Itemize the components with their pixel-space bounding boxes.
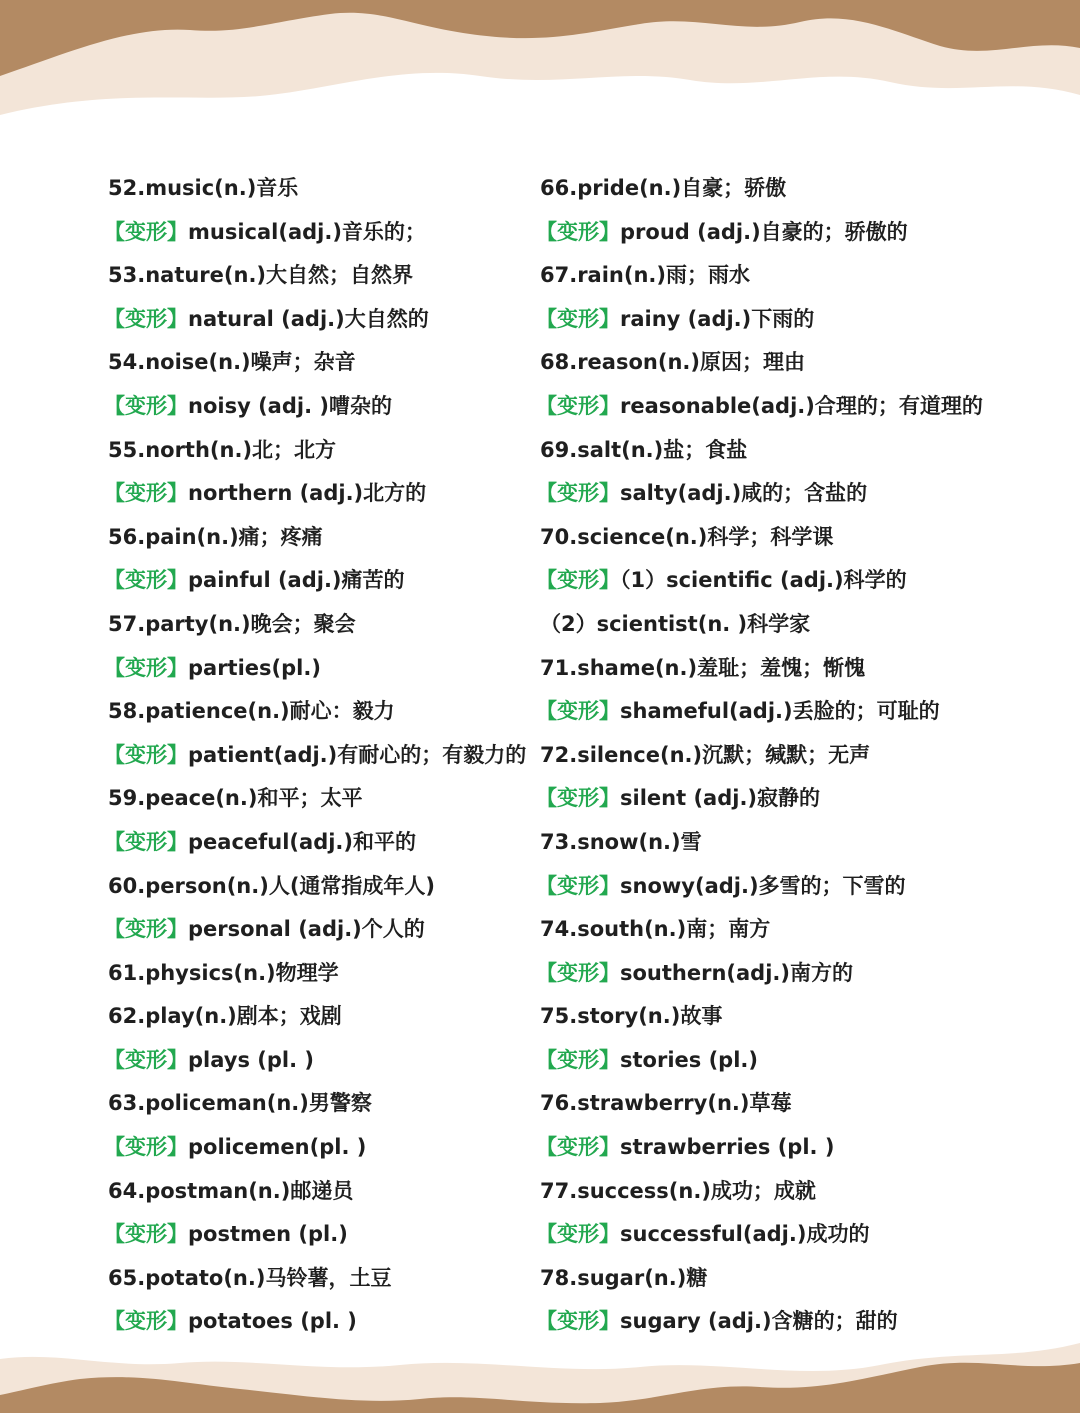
word-entry: 72.silence(n.)沉默；缄默；无声 [540,742,871,767]
form-tag: 【变形】 [104,568,188,593]
form-tag: 【变形】 [104,481,188,506]
form-tag: 【变形】 [536,1047,620,1072]
word-form-entry [536,693,1040,737]
word-entry: 75.story(n.)故事 [540,1004,723,1029]
form-tag: 【变形】 [104,655,188,680]
word-form-entry [536,388,1040,432]
form-text: parties(pl.) [188,655,321,680]
word-form-entry [104,1129,548,1173]
word-entry: 60.person(n.)人(通常指成年人) [108,873,436,898]
form-tag: 【变形】 [536,568,620,593]
word-entry: 71.shame(n.)羞耻；羞愧；惭愧 [540,655,866,680]
form-text: musical(adj.)音乐的； [188,219,426,244]
word-entry: 54.noise(n.)噪声；杂音 [108,350,356,375]
word-entry: 62.play(n.)剧本；戏剧 [108,1004,342,1029]
word-form-entry [536,1303,1040,1347]
form-text: proud (adj.)自豪的；骄傲的 [620,219,908,244]
word-form-entry [536,780,1040,824]
word-form-entry [536,1129,1040,1173]
form-text: salty(adj.)咸的；含盐的 [620,481,868,506]
form-tag: 【变形】 [536,219,620,244]
form-text: reasonable(adj.)合理的；有道理的 [620,393,983,418]
form-tag: 【变形】 [536,481,620,506]
form-tag: 【变形】 [536,306,620,331]
form-tag: 【变形】 [104,1222,188,1247]
word-entry: 61.physics(n.)物理学 [108,960,339,985]
form-text: potatoes (pl. ) [188,1309,357,1334]
word-form-entry [536,955,1040,999]
word-entry: 64.postman(n.)邮递员 [108,1178,354,1203]
word-form-entry [536,1042,1040,1086]
word-form-entry [536,475,1040,519]
word-entry: 68.reason(n.)原因；理由 [540,350,805,375]
top-wave-decoration [0,0,1080,130]
form-tag: 【变形】 [536,1135,620,1160]
form-text: personal (adj.)个人的 [188,917,425,942]
form-text: snowy(adj.)多雪的；下雪的 [620,873,906,898]
form-text: postmen (pl.) [188,1222,348,1247]
word-form-entry [104,475,548,519]
form-tag: 【变形】 [536,786,620,811]
right-column [536,170,1040,1347]
form-text: plays (pl. ) [188,1047,314,1072]
form-tag: 【变形】 [104,306,188,331]
form-tag: 【变形】 [536,393,620,418]
word-form-entry [104,1216,548,1260]
word-entry: 66.pride(n.)自豪；骄傲 [540,176,787,200]
word-form-entry [536,562,1040,606]
word-entry: 59.peace(n.)和平；太平 [108,786,363,811]
word-entry: 56.pain(n.)痛；疼痛 [108,524,323,549]
word-entry: 77.success(n.)成功；成就 [540,1178,816,1203]
form-text: policemen(pl. ) [188,1135,367,1160]
form-text: strawberries (pl. ) [620,1135,835,1160]
form-tag: 【变形】 [536,960,620,985]
word-entry: 57.party(n.)晚会；聚会 [108,611,356,636]
word-entry: 74.south(n.)南；南方 [540,917,771,942]
left-column [104,170,548,1347]
form-text: silent (adj.)寂静的 [620,786,821,811]
word-form-entry [104,911,548,955]
word-entry: 65.potato(n.)马铃薯，土豆 [108,1265,392,1290]
form-tag: 【变形】 [536,873,620,898]
form-text: natural (adj.)大自然的 [188,306,429,331]
form-tag: 【变形】 [536,699,620,724]
word-entry: （2）scientist(n. )科学家 [540,611,811,636]
form-tag: 【变形】 [104,829,188,854]
form-text: painful (adj.)痛苦的 [188,568,405,593]
word-form-entry [104,1303,548,1347]
word-entry: 76.strawberry(n.)草莓 [540,1091,792,1116]
form-tag: 【变形】 [104,1047,188,1072]
word-form-entry [104,214,548,258]
word-form-entry [104,824,548,868]
word-entry: 69.salt(n.)盐；食盐 [540,437,748,462]
form-text: successful(adj.)成功的 [620,1222,870,1247]
form-text: northern (adj.)北方的 [188,481,427,506]
word-entry: 78.sugar(n.)糖 [540,1265,708,1290]
form-tag: 【变形】 [104,1309,188,1334]
word-form-entry [104,650,548,694]
word-form-entry [536,1216,1040,1260]
form-text: patient(adj.)有耐心的；有毅力的 [188,742,527,767]
word-form-entry [104,562,548,606]
word-entry: 70.science(n.)科学；科学课 [540,524,834,549]
word-entry: 52.music(n.)音乐 [108,176,299,200]
form-text: （1）scientific (adj.)科学的 [620,568,907,593]
form-text: sugary (adj.)含糖的；甜的 [620,1309,898,1334]
form-tag: 【变形】 [536,1222,620,1247]
word-form-entry [104,737,548,781]
word-entry: 53.nature(n.)大自然；自然界 [108,263,414,288]
form-text: noisy (adj. )嘈杂的 [188,393,392,418]
form-tag: 【变形】 [104,219,188,244]
form-tag: 【变形】 [536,1309,620,1334]
form-text: shameful(adj.)丢脸的；可耻的 [620,699,940,724]
word-entry: 58.patience(n.)耐心：毅力 [108,699,395,724]
word-form-entry [104,1042,548,1086]
word-form-entry [536,301,1040,345]
word-entry: 73.snow(n.)雪 [540,829,702,854]
word-entry: 55.north(n.)北；北方 [108,437,337,462]
form-text: rainy (adj.)下雨的 [620,306,815,331]
form-tag: 【变形】 [104,742,188,767]
form-text: southern(adj.)南方的 [620,960,853,985]
word-form-entry [536,214,1040,258]
form-tag: 【变形】 [104,917,188,942]
form-text: peaceful(adj.)和平的 [188,829,416,854]
word-form-entry [536,868,1040,912]
form-tag: 【变形】 [104,1135,188,1160]
word-entry: 67.rain(n.)雨；雨水 [540,263,750,288]
word-entry: 63.policeman(n.)男警察 [108,1091,372,1116]
word-form-entry [104,301,548,345]
word-form-entry [104,388,548,432]
bottom-wave-decoration [0,1343,1080,1413]
form-tag: 【变形】 [104,393,188,418]
form-text: stories (pl.) [620,1047,758,1072]
